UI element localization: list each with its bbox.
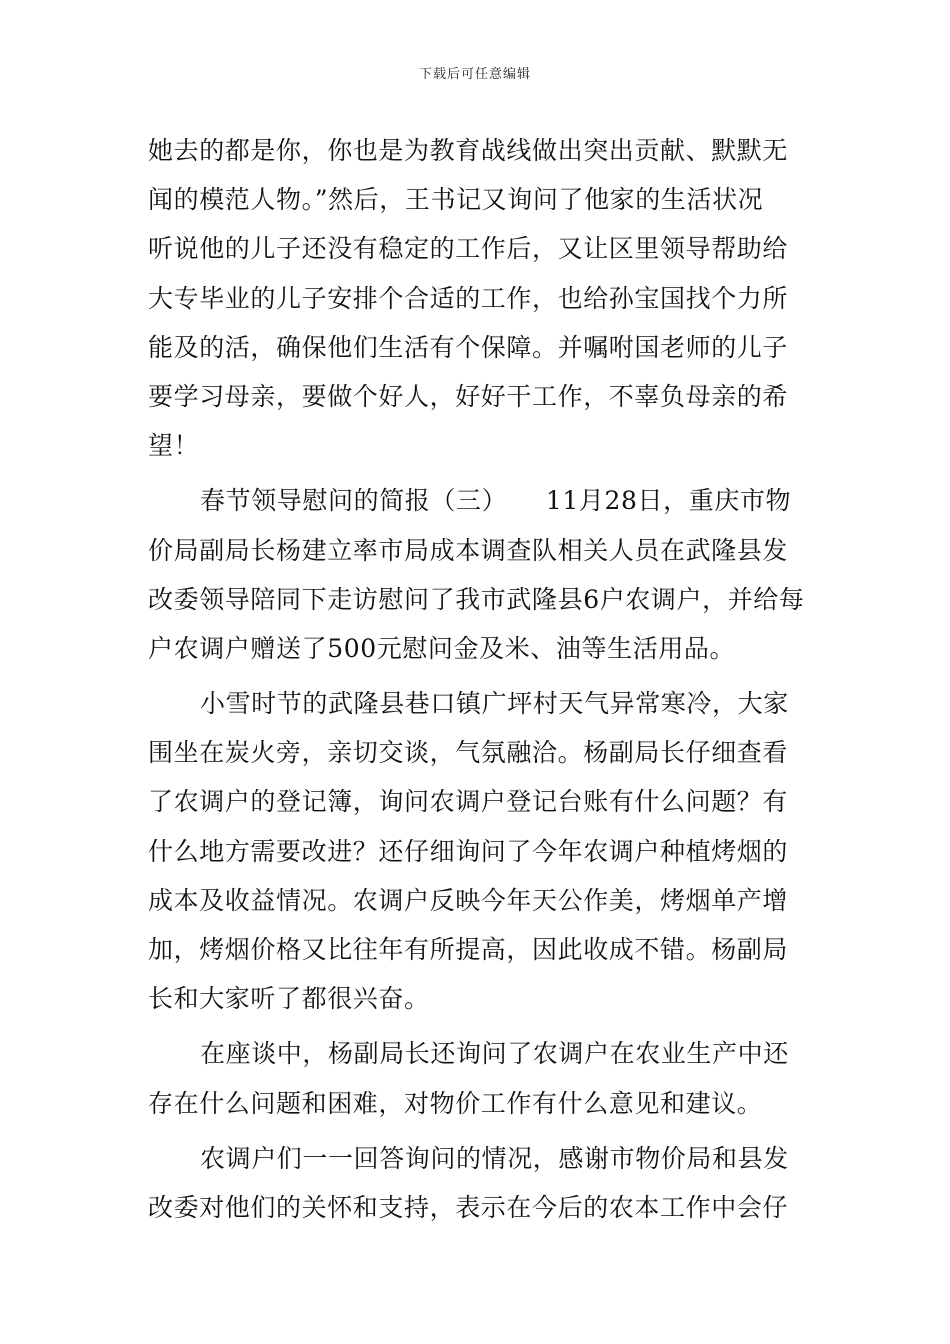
text-line: 户农调户赠送了500元慰问金及米、油等生活用品。: [148, 633, 736, 663]
paragraph-5: [148, 1134, 808, 1232]
text-line: 围坐在炭火旁，亲切交谈，气氛融洽。杨副局长仔细查看: [148, 738, 789, 768]
paragraph-3: [148, 679, 808, 1023]
page-header-note: 下载后可任意编辑: [418, 67, 531, 82]
text-line: 在座谈中，杨副局长还询问了农调户在农业生产中还: [200, 1039, 789, 1069]
text-line: 她去的都是你，你也是为教育战线做出突出贡献、默默无: [148, 136, 789, 165]
document-body: [148, 126, 808, 1232]
paragraph-1: [148, 126, 808, 470]
paragraph-2: [148, 476, 808, 673]
text-line: 闻的模范人物。”然后，王书记又询问了他家的生活状况: [148, 185, 764, 215]
text-line: 春节领导慰问的简报（三） 11月28日，重庆市物: [200, 486, 792, 516]
paragraph-4: [148, 1029, 808, 1127]
text-line: 成本及收益情况。农调户反映今年天公作美，烤烟单产增: [148, 885, 789, 915]
text-line: 大专毕业的儿子安排个合适的工作，也给孙宝国找个力所: [148, 283, 789, 313]
text-line: 改委领导陪同下走访慰问了我市武隆县6户农调户，并给每: [148, 584, 805, 614]
text-line: 听说他的儿子还没有稳定的工作后，又让区里领导帮助给: [148, 234, 789, 264]
text-line: 长和大家听了都很兴奋。: [148, 984, 430, 1014]
text-line: 加，烤烟价格又比往年有所提高，因此收成不错。杨副局: [148, 935, 789, 964]
text-line: 改委对他们的关怀和支持，表示在今后的农本工作中会仔: [148, 1192, 789, 1222]
text-line: 小雪时节的武隆县巷口镇广坪村天气异常寒冷，大家: [200, 689, 789, 719]
text-line: 望！: [148, 431, 200, 461]
text-line: 存在什么问题和困难，对物价工作有什么意见和建议。: [148, 1088, 763, 1118]
text-line: 了农调户的登记簿，询问农调户登记台账有什么问题？有: [148, 787, 789, 817]
text-line: 要学习母亲，要做个好人，好好干工作，不辜负母亲的希: [148, 381, 789, 411]
text-line: 农调户们一一回答询问的情况，感谢市物价局和县发: [200, 1143, 789, 1173]
text-line: 能及的活，确保他们生活有个保障。并嘱咐国老师的儿子: [148, 332, 789, 362]
text-line: 价局副局长杨建立率市局成本调查队相关人员在武隆县发: [148, 535, 789, 565]
text-line: 什么地方需要改进？还仔细询问了今年农调户种植烤烟的: [148, 836, 789, 866]
